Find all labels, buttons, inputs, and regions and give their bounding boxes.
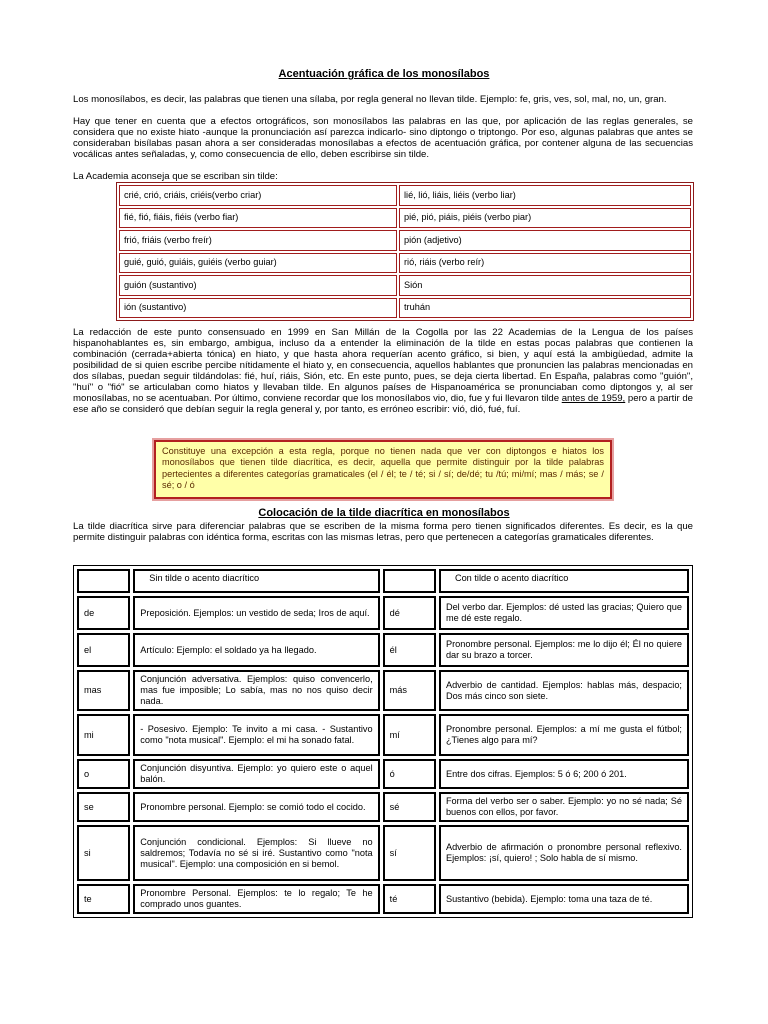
link-antes-1959[interactable]: antes de 1959, [561, 393, 626, 404]
definition-cell: Artículo: Ejemplo: el soldado ya ha llegado. [133, 633, 379, 667]
word-cell: mí [383, 714, 436, 756]
word-cell: más [383, 670, 436, 711]
table-cell: truhán [399, 298, 691, 319]
word-cell: si [77, 825, 130, 881]
word-cell: te [77, 884, 130, 914]
word-cell: ó [383, 759, 436, 789]
definition-cell: Pronombre personal. Ejemplos: a mí me gusta el fútbol; ¿Tienes algo para mí? [439, 714, 689, 756]
definition-cell: Pronombre personal. Ejemplos: me lo dijo él; Él no quiere dar su brazo a torcer. [439, 633, 689, 667]
redaccion-c1: Por último, conviene recordar que los monosílabos vio, dio, fue y fui llevaron tilde [214, 393, 562, 404]
word-cell: mi [77, 714, 130, 756]
definition-cell: Sustantivo (bebida). Ejemplo: toma una taza de té. [439, 884, 689, 914]
table-header-row [77, 569, 689, 593]
table-tilde-diacritica [73, 565, 693, 918]
table-cell: pión (adjetivo) [399, 230, 691, 251]
table-row [77, 714, 689, 756]
table-cell: guié, guió, guiáis, guiéis (verbo guiar) [119, 253, 397, 274]
definition-cell: Pronombre personal. Ejemplo: se comió todo el cocido. [133, 792, 379, 822]
table-cell: guión (sustantivo) [119, 275, 397, 296]
definition-cell: Del verbo dar. Ejemplos: dé usted las gracias; Quiero que me dé este regalo. [439, 596, 689, 630]
definition-cell: Adverbio de cantidad. Ejemplos: hablas más, despacio; Dos más cinco son siete. [439, 670, 689, 711]
page-title: Acentuación gráfica de los monosílabos [278, 68, 490, 80]
table-row [119, 253, 691, 274]
table-sin-tilde [116, 182, 694, 321]
definition-cell: Entre dos cifras. Ejemplos: 5 ó 6; 200 ó 201. [439, 759, 689, 789]
word-cell: o [77, 759, 130, 789]
table-cell: crié, crió, criáis, criéis(verbo criar) [119, 185, 397, 206]
word-cell: sé [383, 792, 436, 822]
table-cell: rió, riáis (verbo reír) [399, 253, 691, 274]
word-cell: él [383, 633, 436, 667]
definition-cell: Preposición. Ejemplos: un vestido de seda; Iros de aquí. [133, 596, 379, 630]
table-row [77, 633, 689, 667]
word-cell: dé [383, 596, 436, 630]
table-row [77, 670, 689, 711]
definition-cell: Conjunción condicional. Ejemplos: Si llueve no saldremos; Todavía no sé si iré. Sustantivo como "nota musical". Ejemplo: una composición en si bemol. [133, 825, 379, 881]
table-cell: lié, lió, liáis, liéis (verbo liar) [399, 185, 691, 206]
header-empty-cell [77, 569, 130, 593]
definition-cell: Forma del verbo ser o saber. Ejemplo: yo no sé nada; Sé buenos con ellos, por favor. [439, 792, 689, 822]
table-cell: pié, pió, piáis, piéis (verbo piar) [399, 208, 691, 229]
intro-paragraph-1: Los monosílabos, es decir, las palabras que tienen una sílaba, por regla general no llevan tilde. Ejemplo: fe, gris, ves, sol, mal, no, un, gran. [73, 94, 667, 105]
redaccion-a: La redacción de este punto consensuado en 1999 en San Millán de la Cogolla por las 22 Academias de la Lengua de los países hispanohablantes es, sin embargo, ambigua, incluso da a entender la eliminación de la tilde en estas pocas palabras que contienen la combinación (cerrada+abierta tónica) en hiato, y que hasta ahora requerían acento gráfico, si bien, y aquí está la ambigüedad, admite la posibilidad de si quien escribe percibe nítidamente el hiato y, en consecuencia, aquellos hablantes que pronuncien las palabras mencionadas en dos sílabas, puedan seguir tildándolas: fié, huí, riáis, Sión, etc. [73, 327, 693, 382]
callout-text: Constituye una excepción a esta regla, porque no tienen nada que ver con diptongos e hiatos los monosílabos que tienen tilde diacrítica, es decir, aquella que permite distinguir por la tilde palabras pertecientes a diferentes categorías gramaticales (el / él; te / té; si / sí; de/dé; tu /tú; mi/mí; mas / más; se / sé; o / ó [162, 446, 604, 490]
table-cell: Sión [399, 275, 691, 296]
table-cell: frió, friáis (verbo freír) [119, 230, 397, 251]
word-cell: el [77, 633, 130, 667]
definition-cell: Adverbio de afirmación o pronombre personal reflexivo. Ejemplos: ¡sí, quiero! ; Solo habla de sí mismo. [439, 825, 689, 881]
table-row [119, 275, 691, 296]
header-empty-cell [383, 569, 436, 593]
definition-cell: - Posesivo. Ejemplo: Te invito a mi casa. - Sustantivo como "nota musical". Ejemplo: el mi ha sonado fatal. [133, 714, 379, 756]
academia-line: La Academia aconseja que se escriban sin tilde: [73, 171, 278, 182]
definition-cell: Conjunción adversativa. Ejemplos: quiso convencerlo, mas fue imposible; Lo sabía, mas no nos quiso decir nada. [133, 670, 379, 711]
table-cell: ión (sustantivo) [119, 298, 397, 319]
intro-paragraph-2: Hay que tener en cuenta que a efectos ortográficos, son monosílabos las palabras en las que, por aplicación de las reglas generales, se considera que no existe hiato -aunque la pronunciación así parezca indicarlo- sino diptongo o triptongo. Por eso, algunas palabras que antes se consideraban bisílabas pasan ahora a ser consideradas monosílabas a efectos de acentuación gráfica, por contener alguna de las secuencias vocálicas antes señaladas, y, como consecuencia de ello, deben escribirse sin tilde. [73, 116, 693, 160]
word-cell: mas [77, 670, 130, 711]
definition-cell: Pronombre Personal. Ejemplos: te lo regalo; Te he comprado unos guantes. [133, 884, 379, 914]
table-row [119, 185, 691, 206]
table-row [77, 884, 689, 914]
table-row [119, 230, 691, 251]
table-row [77, 792, 689, 822]
table-cell: fié, fió, fiáis, fiéis (verbo fiar) [119, 208, 397, 229]
callout-box [154, 440, 612, 499]
definition-cell: Conjunción disyuntiva. Ejemplo: yo quiero este o aquel balón. [133, 759, 379, 789]
word-cell: de [77, 596, 130, 630]
section-paragraph: La tilde diacrítica sirve para diferenciar palabras que se escriben de la misma forma pero tienen significados diferentes. Es decir, es la que permite distinguir palabras con idéntica forma, escritas con las mismas letras, pero que pertenecen a categorías gramaticales diferentes. [73, 521, 693, 543]
redaccion-b: En este punto, pues, se deja cierta libertad. En España, palabras como "guión", "huí" o "fió" se articulaban como hiatos y llevaban tilde. En algunos países de Hispanoamérica se pronunciaban como diptongos y, al ser monosílabas, no se acentuaban. [73, 371, 693, 404]
redaccion-paragraph [73, 327, 693, 415]
header-sin-tilde: Sin tilde o acento diacrítico [133, 569, 379, 593]
table-row [77, 759, 689, 789]
header-con-tilde: Con tilde o acento diacrítico [439, 569, 689, 593]
word-cell: se [77, 792, 130, 822]
table-row [119, 298, 691, 319]
section-title: Colocación de la tilde diacrítica en monosílabos [258, 507, 510, 519]
table-row [77, 596, 689, 630]
table-row [119, 208, 691, 229]
redaccion-c2: pero a partir de ese año se consideró que debían seguir la regla general y, por tanto, es erróneo escribir: vió, dió, fué, fuí. [73, 393, 694, 415]
table-row [77, 825, 689, 881]
word-cell: té [383, 884, 436, 914]
word-cell: sí [383, 825, 436, 881]
